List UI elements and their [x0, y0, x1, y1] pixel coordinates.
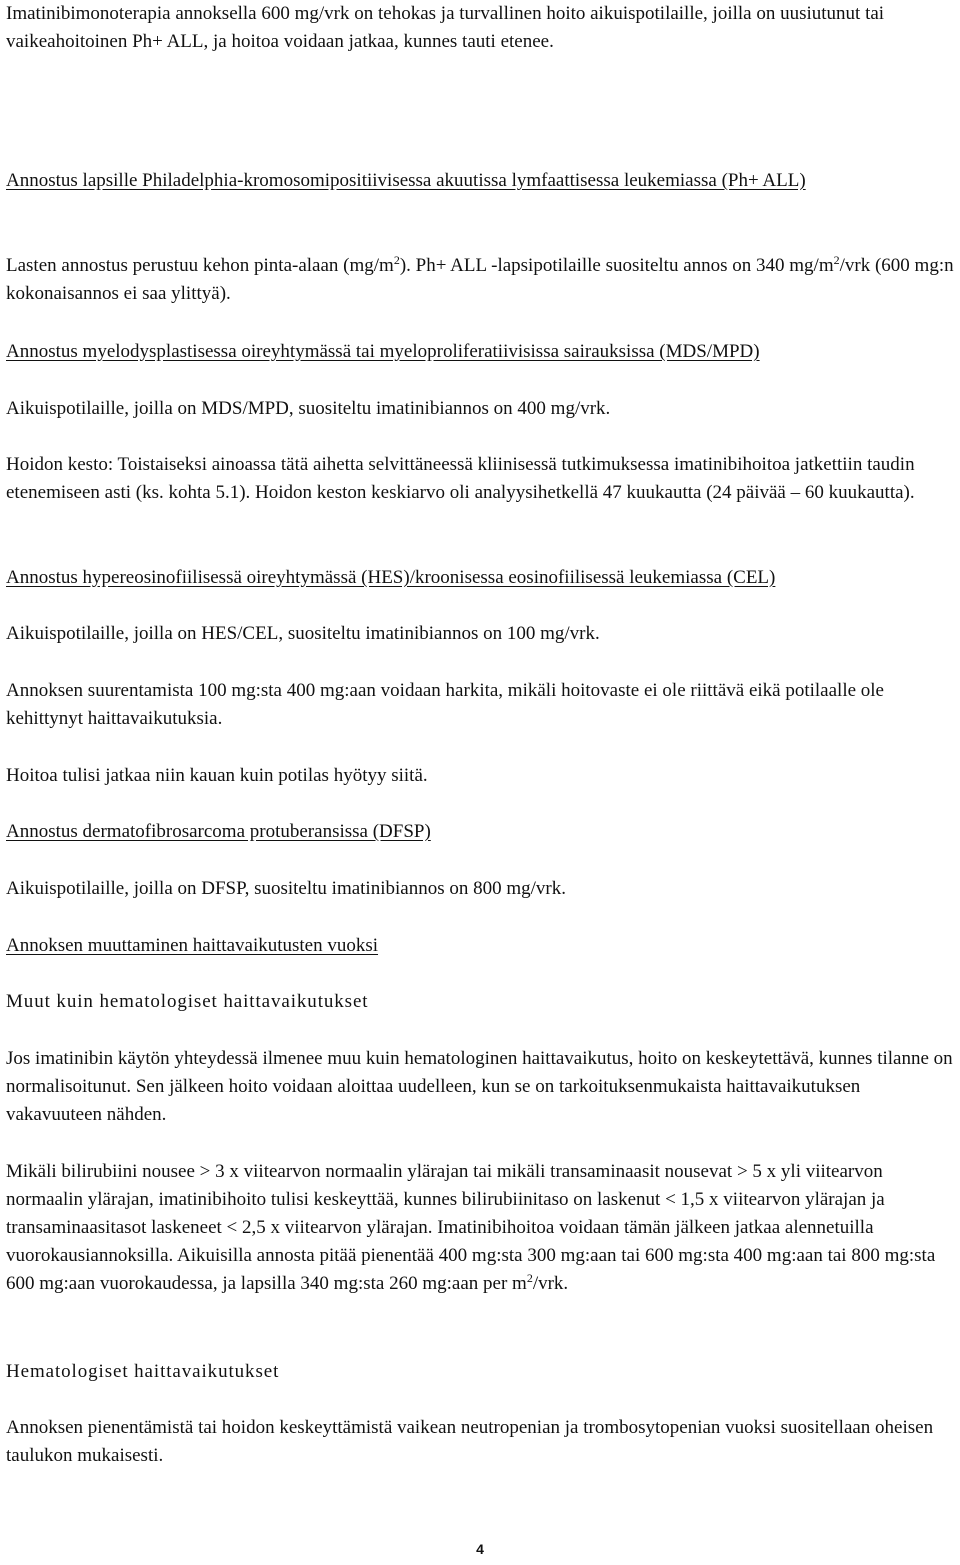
- mds-mpd-paragraph-2: Hoidon kesto: Toistaiseksi ainoassa tätä aihetta selvittäneessä kliinisessä tutkimuksessa imatinibihoitoa jatkettiin taudin etenemiseen asti (ks. kohta 5.1). Hoidon keston keskiarvo oli analyysihetkellä 47 kuukautta (24 päivää – 60 kuukautta).: [6, 454, 915, 503]
- hematologic-paragraph: Annoksen pienentämistä tai hoidon keskeyttämistä vaikean neutropenian ja trombosytopenian vuoksi suositellaan oheisen taulukon mukaisesti.: [6, 1417, 934, 1466]
- mds-mpd-heading: Annostus myelodysplastisessa oireyhtymässä tai myeloproliferatiivisissa sairauksissa (MDS/MPD): [6, 341, 760, 362]
- ph-all-sup-2: 2: [833, 253, 840, 267]
- hes-cel-paragraph-1: Aikuispotilaille, joilla on HES/CEL, suositeltu imatinibiannos on 100 mg/vrk.: [6, 623, 600, 644]
- adjustment-heading: Annoksen muuttaminen haittavaikutusten vuoksi: [6, 935, 379, 956]
- ph-all-children-paragraph: [6, 252, 956, 308]
- mds-mpd-paragraph-1: Aikuispotilaille, joilla on MDS/MPD, suositeltu imatinibiannos on 400 mg/vrk.: [6, 398, 611, 419]
- ph-all-text-1: Lasten annostus perustuu kehon pinta-alaan (mg/m: [6, 255, 394, 276]
- ph-all-sup-1: 2: [393, 253, 400, 267]
- hes-cel-heading: Annostus hypereosinofiilisessä oireyhtymässä (HES)/kroonisessa eosinofiilisessä leukemiassa (CEL): [6, 567, 776, 588]
- bilirubin-text-end: /vrk.: [532, 1273, 569, 1294]
- ph-all-children-heading: Annostus lapsille Philadelphia-kromosomipositiivisessa akuutissa lymfaattisessa leukemiassa (Ph+ ALL): [6, 170, 806, 191]
- dfsp-paragraph: Aikuispotilaille, joilla on DFSP, suositeltu imatinibiannos on 800 mg/vrk.: [6, 878, 566, 899]
- hes-cel-paragraph-2: Annoksen suurentamista 100 mg:sta 400 mg:aan voidaan harkita, mikäli hoitovaste ei ole riittävä eikä potilaalle ole kehittynyt haittavaikutuksia.: [6, 680, 884, 729]
- non-hematologic-heading: Muut kuin hematologiset haittavaikutukset: [6, 991, 369, 1012]
- intro-paragraph: Imatinibimonoterapia annoksella 600 mg/vrk on tehokas ja turvallinen hoito aikuispotilaille, joilla on uusiutunut tai vaikeahoitoinen Ph+ ALL, ja hoitoa voidaan jatkaa, kunnes tauti etenee.: [6, 3, 885, 52]
- ph-all-text-2: ). Ph+ ALL -lapsipotilaille suositeltu annos on 340 mg/m: [399, 255, 834, 276]
- bilirubin-text: Mikäli bilirubiini nousee > 3 x viitearvon normaalin ylärajan tai mikäli transaminaasit nousevat > 5 x yli viitearvon normaalin ylärajan, imatinibihoito tulisi keskeyttää, kunnes bilirubiinitaso on laskenut < 1,5 x viitearvon ylärajan ja transaminaasitasot laskeneet < 2,5 x viitearvon ylärajan. Imatinibihoitoa voidaan tämän jälkeen jatkaa alennetuilla vuorokausiannoksilla. Aikuisilla annosta pitää pienentää 400 mg:sta 300 mg:aan tai 600 mg:sta 400 mg:aan tai 800 mg:sta 600 mg:aan vuorokaudessa, ja lapsilla 340 mg:sta 260 mg:aan per m: [6, 1161, 936, 1294]
- page-number: 4: [476, 1541, 484, 1557]
- bilirubin-paragraph: [6, 1158, 956, 1298]
- dfsp-heading: Annostus dermatofibrosarcoma protuberansissa (DFSP): [6, 821, 431, 842]
- hes-cel-paragraph-3: Hoitoa tulisi jatkaa niin kauan kuin potilas hyötyy siitä.: [6, 765, 428, 786]
- non-hematologic-paragraph: Jos imatinibin käytön yhteydessä ilmenee muu kuin hematologinen haittavaikutus, hoito on keskeytettävä, kunnes tilanne on normalisoitunut. Sen jälkeen hoito voidaan aloittaa uudelleen, kun se on tarkoituksenmukaista haittavaikutuksen vakavuuteen nähden.: [6, 1048, 953, 1125]
- bilirubin-sup: 2: [526, 1271, 533, 1285]
- hematologic-heading: Hematologiset haittavaikutukset: [6, 1361, 280, 1382]
- ph-all-text-3: /vrk (600 mg:n kokonaisannos ei saa ylittyä).: [6, 255, 954, 304]
